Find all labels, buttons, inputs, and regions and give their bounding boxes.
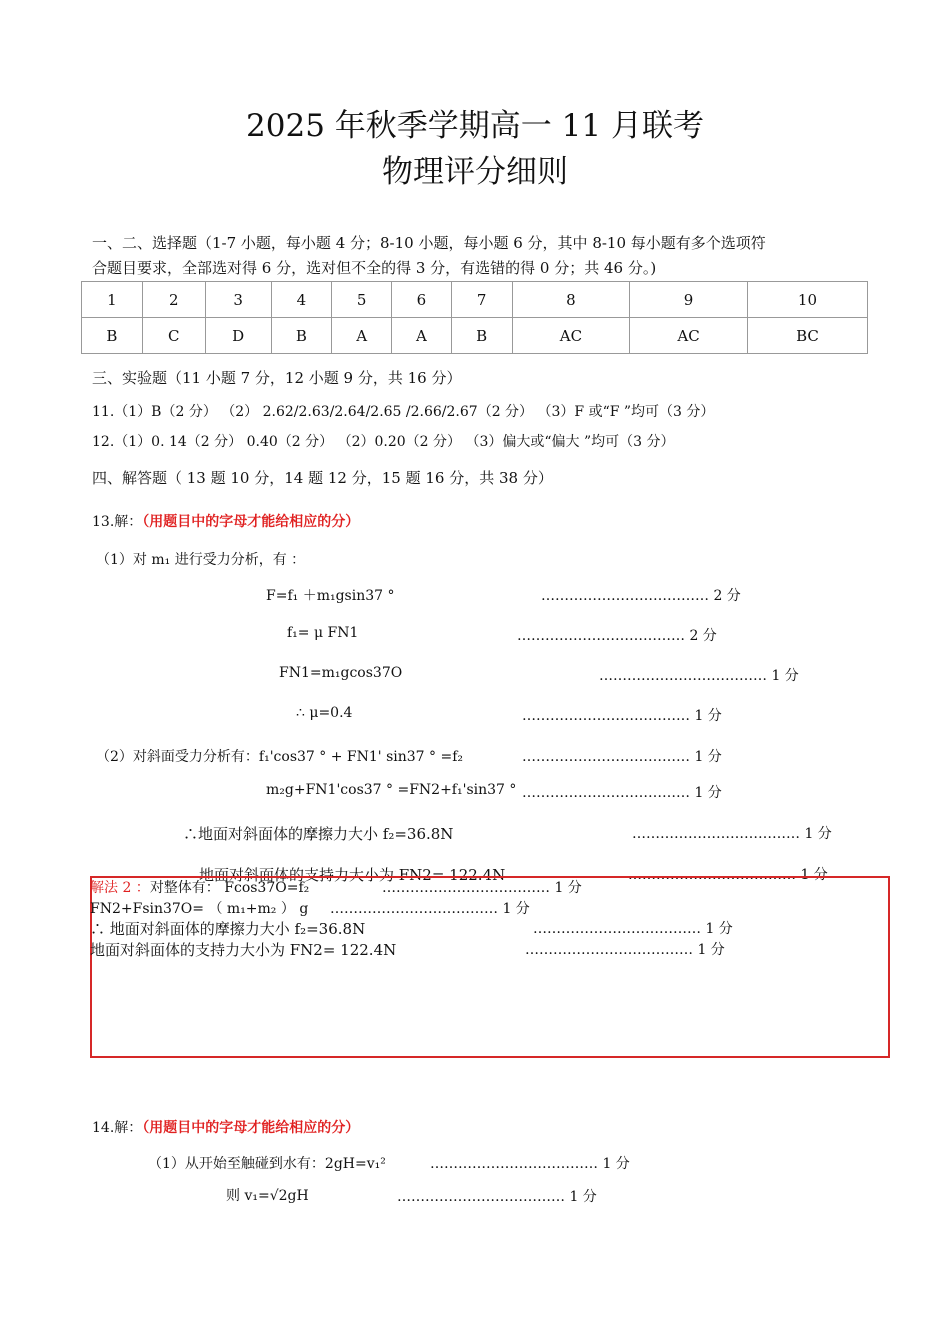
section1-line1: 一、二、选择题（1-7 小题，每小题 4 分；8-10 小题，每小题 6 分，其中 8-10 每小题有多个选项符	[92, 234, 766, 252]
alt-eq2-score: ……………………………… 1 分	[330, 901, 530, 917]
q14-label	[92, 1117, 359, 1137]
section4-heading: 四、解答题（ 13 题 10 分，14 题 12 分，15 题 16 分，共 38 分）	[92, 469, 553, 487]
answer-cell: A	[332, 318, 392, 354]
alt-eq3-score: ……………………………… 1 分	[533, 921, 733, 937]
q13-scoring-note: （用题目中的字母才能给相应的分）	[142, 514, 360, 530]
section1-line2: 合题目要求，全部选对得 6 分，选对但不全的得 3 分，有选错的得 0 分；共 46 分。)	[92, 259, 657, 277]
question-number-cell: 8	[512, 282, 630, 318]
question-number-cell: 7	[451, 282, 512, 318]
q12-answers: 12.（1）0. 14（2 分） 0.40（2 分） （2）0.20（2 分） （3）偏大或“偏大 ”均可（3 分）	[92, 434, 675, 450]
question-number-cell: 10	[747, 282, 867, 318]
q14-scoring-note: （用题目中的字母才能给相应的分）	[142, 1120, 360, 1136]
answer-cell: AC	[512, 318, 630, 354]
answer-cell: BC	[747, 318, 867, 354]
question-number-cell: 9	[630, 282, 748, 318]
alt-eq2: FN2+Fsin37O= （ m₁+m₂ ） g	[90, 901, 309, 917]
q13-eq2-score: ……………………………… 2 分	[517, 628, 717, 644]
answer-cell: D	[205, 318, 271, 354]
answer-cell: B	[451, 318, 512, 354]
q14-eq1-score: ……………………………… 1 分	[430, 1156, 630, 1172]
answer-cell: AC	[630, 318, 748, 354]
q14-eq2: 则 v₁=√2gH	[226, 1188, 309, 1204]
q13-eq1: F=f₁ ＋m₁gsin37 °	[266, 588, 395, 604]
q13-eq7: 地面对斜面体的支持力大小为 FN2= 122.4N	[199, 866, 506, 884]
alt-eq4: 地面对斜面体的支持力大小为 FN2= 122.4N	[90, 941, 397, 959]
answer-cell: A	[392, 318, 452, 354]
q13-label	[92, 511, 359, 531]
answer-table-answers-row	[82, 318, 868, 354]
q13-part1-intro: （1）对 m₁ 进行受力分析，有 ：	[96, 552, 306, 568]
q13-eq3-score: ……………………………… 1 分	[599, 668, 799, 684]
alt-solution-label: 解法 2 ：	[90, 880, 150, 896]
alt-solution-line1	[90, 877, 309, 897]
answer-cell: B	[271, 318, 332, 354]
alt-eq1: 对整体有： Fcos37O=f₂	[149, 880, 310, 896]
q13-eq5-score: ……………………………… 1 分	[522, 785, 722, 801]
question-number-cell: 6	[392, 282, 452, 318]
question-number-cell: 5	[332, 282, 392, 318]
doc-title-line2: 物理评分细则	[382, 154, 568, 190]
q14-eq1: （1）从开始至触碰到水有：2gH=v₁²	[148, 1156, 386, 1172]
q13-eq2: f₁= μ FN1	[287, 625, 359, 641]
q13-eq3: FN1=m₁gcos37O	[279, 665, 403, 681]
q13-number: 13.解：	[92, 514, 143, 530]
q13-part2-score: ……………………………… 1 分	[522, 749, 722, 765]
question-number-cell: 3	[205, 282, 271, 318]
q13-eq1-score: ……………………………… 2 分	[541, 588, 741, 604]
answer-cell: B	[82, 318, 143, 354]
q11-answers: 11.（1）B（2 分） （2） 2.62/2.63/2.64/2.65 /2.66/2.67（2 分） （3）F 或“F ”均可（3 分）	[92, 404, 715, 420]
q13-eq7-score: ……………………………… 1 分	[628, 867, 828, 883]
q13-eq6-score: ……………………………… 1 分	[632, 826, 832, 842]
answer-table-numbers-row	[82, 282, 868, 318]
alt-eq4-score: ……………………………… 1 分	[525, 942, 725, 958]
q13-eq4-score: ……………………………… 1 分	[522, 708, 722, 724]
alt-eq3: ∴ 地面对斜面体的摩擦力大小 f₂=36.8N	[90, 920, 366, 938]
q14-number: 14.解：	[92, 1120, 143, 1136]
answer-table	[81, 281, 868, 354]
question-number-cell: 2	[142, 282, 205, 318]
question-number-cell: 1	[82, 282, 143, 318]
question-number-cell: 4	[271, 282, 332, 318]
q14-eq2-score: ……………………………… 1 分	[397, 1189, 597, 1205]
q13-eq4: ∴ μ=0.4	[296, 705, 353, 721]
alt-eq1-score: ……………………………… 1 分	[382, 880, 582, 896]
answer-cell: C	[142, 318, 205, 354]
q13-eq5: m₂g+FN1'cos37 ° =FN2+f₁'sin37 °	[266, 782, 517, 798]
section3-heading: 三、实验题（11 小题 7 分，12 小题 9 分，共 16 分）	[92, 369, 462, 387]
q13-eq6: ∴地面对斜面体的摩擦力大小 f₂=36.8N	[183, 825, 454, 843]
q13-part2: （2）对斜面受力分析有：f₁'cos37 ° + FN1' sin37 ° =f₂	[96, 749, 463, 765]
doc-title-line1: 2025 年秋季学期高一 11 月联考	[246, 108, 704, 144]
